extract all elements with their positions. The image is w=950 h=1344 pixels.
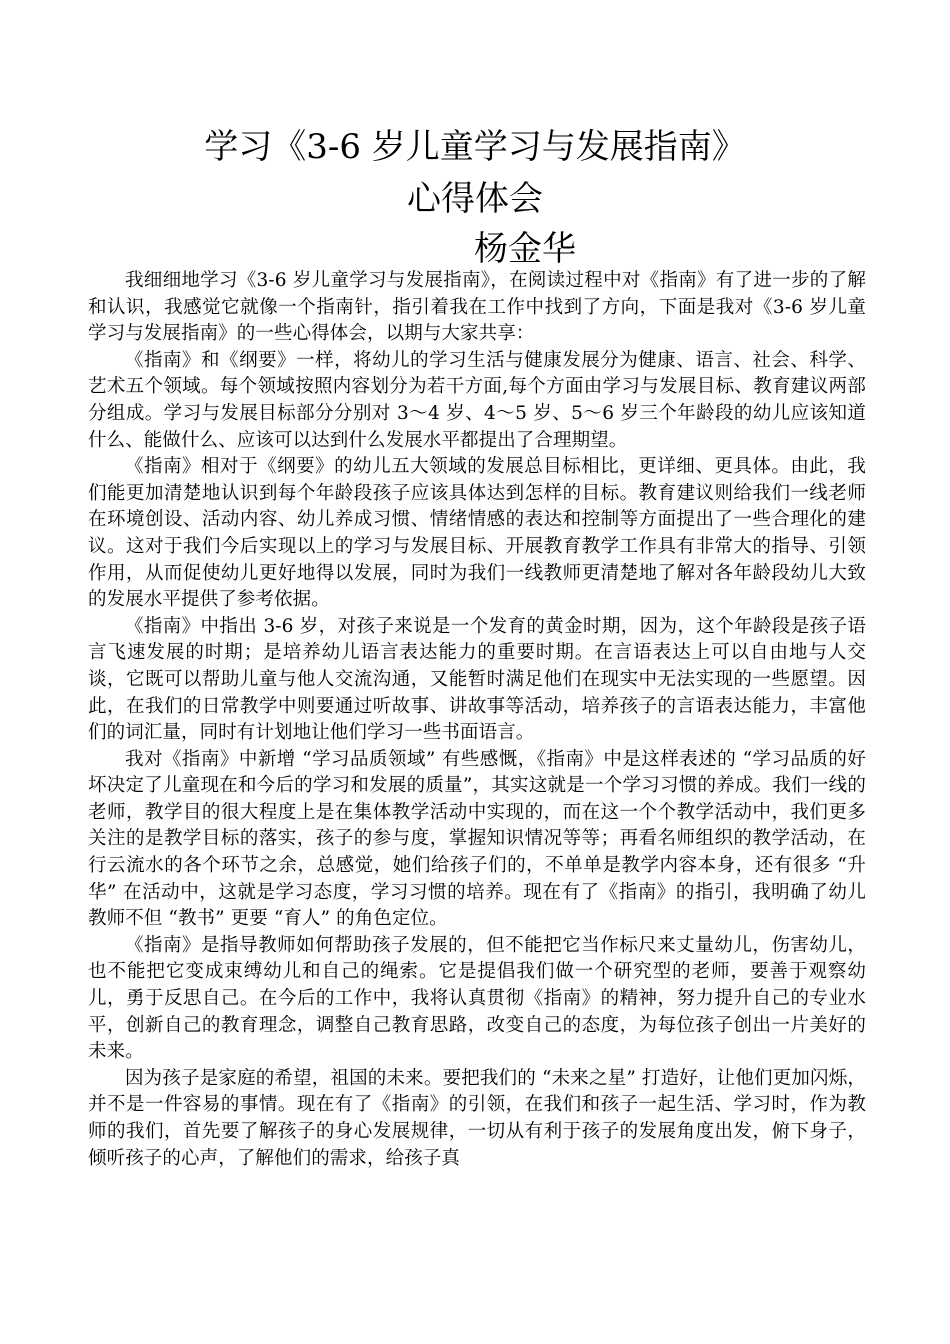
paragraph-learning-quality: 我对《指南》中新增 “学习品质领域” 有些感慨，《指南》中是这样表述的 “学习品质的好坏决定了儿童现在和今后的学习和发展的质量”，其实这就是一个学习习惯的养成。我们一线的老师，教学目的很大程度上是在集体教学活动中实现的，而在这一个个教学活动中，我们更多关注的是教学目标的落实，孩子的参与度，掌握知识情况等等；再看名师组织的教学活动，在行云流水的各个环节之余，总感觉，她们给孩子们的，不单单是教学内容本身，还有很多 “升华” 在活动中，这就是学习态度，学习习惯的培养。现在有了《指南》的指引，我明确了幼儿教师不但 “教书” 更要 “育人” 的角色定位。 — [88, 748, 866, 930]
document-title-line2: 心得体会 — [407, 179, 543, 219]
paragraph-conclusion: 因为孩子是家庭的希望，祖国的未来。要把我们的 “未来之星” 打造好，让他们更加闪烁，并不是一件容易的事情。现在有了《指南》的引领，在我们和孩子一起生活、学习时，作为教师的我们，首先要了解孩子的身心发展规律，一切从有利于孩子的发展角度出发，俯下身子，倾听孩子的心声，了解他们的需求，给孩子真 — [88, 1067, 866, 1169]
paragraph-teacher-role: 《指南》是指导教师如何帮助孩子发展的，但不能把它当作标尺来丈量幼儿，伤害幼儿，也不能把它变成束缚幼儿和自己的绳索。它是提倡我们做一个研究型的老师，要善于观察幼儿，勇于反思自己。在今后的工作中，我将认真贯彻《指南》的精神，努力提升自己的专业水平，创新自己的教育理念，调整自己教育思路，改变自己的态度，为每位孩子创出一片美好的未来。 — [88, 934, 866, 1063]
paragraph-goals: 《指南》相对于《纲要》的幼儿五大领域的发展总目标相比，更详细、更具体。由此，我们能更加清楚地认识到每个年龄段孩子应该具体达到怎样的目标。教育建议则给我们一线老师在环境创设、活动内容、幼儿养成习惯、情绪情感的表达和控制等方面提出了一些合理化的建议。这对于我们今后实现以上的学习与发展目标、开展教育教学工作具有非常大的指导、引领作用，从而促使幼儿更好地得以发展，同时为我们一线教师更清楚地了解对各年龄段幼儿大致的发展水平提供了参考依据。 — [88, 456, 866, 611]
paragraph-intro: 我细细地学习《3-6 岁儿童学习与发展指南》，在阅读过程中对《指南》有了进一步的了解和认识，我感觉它就像一个指南针，指引着我在工作中找到了方向，下面是我对《3-6 岁儿童学习与发展指南》的一些心得体会，以期与大家共享： — [88, 270, 866, 345]
author-name: 杨金华 — [474, 229, 576, 269]
paragraph-language: 《指南》中指出 3-6 岁，对孩子来说是一个发育的黄金时期，因为，这个年龄段是孩子语言飞速发展的时期；是培养幼儿语言表达能力的重要时期。在言语表达上可以自由地与人交谈，它既可以帮助儿童与他人交流沟通，又能暂时满足他们在现实中无法实现的一些愿望。因此，在我们的日常教学中则要通过听故事、讲故事等活动，培养孩子的言语表达能力，丰富他们的词汇量，同时有计划地让他们学习一些书面语言。 — [88, 615, 866, 744]
document-title-line1: 学习《3-6 岁儿童学习与发展指南》 — [204, 127, 746, 167]
paragraph-domains: 《指南》和《纲要》一样，将幼儿的学习生活与健康发展分为健康、语言、社会、科学、艺术五个领域。每个领域按照内容划分为若干方面,每个方面由学习与发展目标、教育建议两部分组成。学习与发展目标部分分别对 3～4 岁、4～5 岁、5～6 岁三个年龄段的幼儿应该知道什么、能做什么、应该可以达到什么发展水平都提出了合理期望。 — [88, 349, 866, 451]
document-body — [88, 268, 866, 1172]
